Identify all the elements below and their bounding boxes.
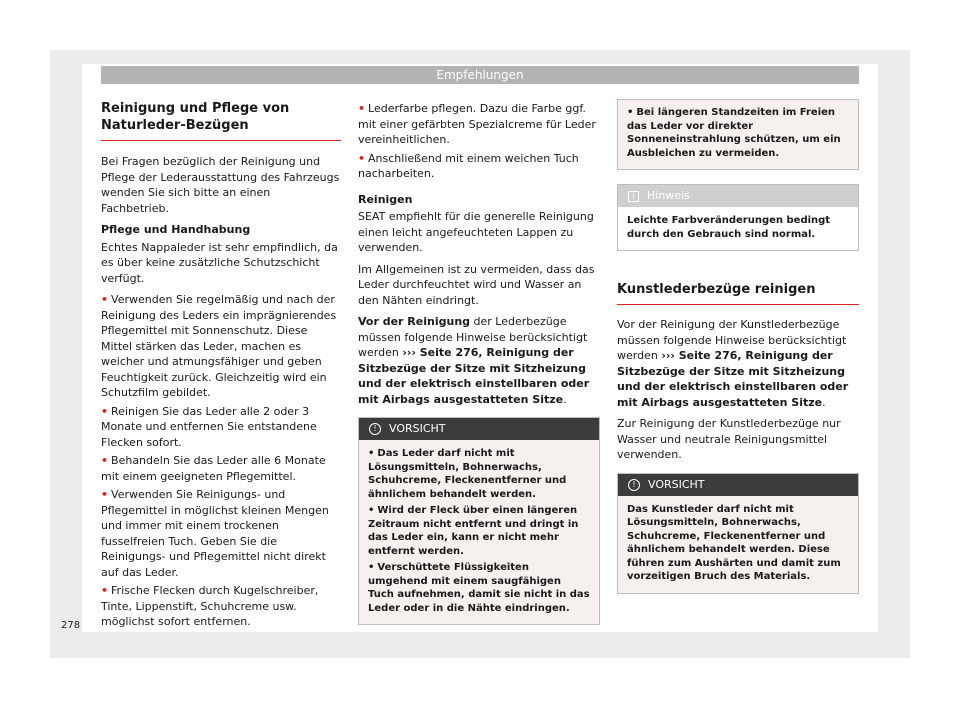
section-header: Empfehlungen bbox=[101, 66, 859, 84]
warning-text: Das Kunstleder darf nicht mit Lösungsmitteln, Bohnerwachs, Schuhcreme, Fleckenentferner und ähnlichem behandelt werden. Diese führen zum Aushärten und damit zum vorzeitigen Bruch des Materials. bbox=[627, 503, 841, 582]
bullet-icon: • bbox=[358, 151, 366, 165]
list-item: • Anschließend mit einem weichen Tuch nacharbeiten. bbox=[358, 151, 579, 180]
list-item: • Wird der Fleck über einen längeren Zeitraum nicht entfernt und dringt in das Leder ein, kann er nicht mehr entfernt werden. bbox=[368, 505, 579, 557]
note-text: Leichte Farbveränderungen bedingt durch den Gebrauch sind normal. bbox=[627, 215, 831, 240]
subheading-pflege: Pflege und Handhabung bbox=[101, 223, 251, 236]
page-reference-link[interactable]: ››› Seite 276, Reinigung der Sitzbezüge der Sitze mit Sitzheizung und der elektrisch einstellbaren oder mit Airbags ausgestatteten Sitze bbox=[358, 346, 590, 406]
list-item: • Reinigen Sie das Leder alle 2 oder 3 Monate und entfernen Sie entstandene Flecken sofort. bbox=[101, 404, 317, 449]
paragraph-kunstleder-hinweise: Vor der Reinigung der Kunstlederbezüge müssen folgende Hinweise berücksichtigt werden ››› Seite 276, Reinigung der Sitzbezüge der Sitze mit Sitzheizung und der elektrisch einstellbaren oder mit Airbags ausgestatteten Sitze. bbox=[617, 318, 849, 409]
note-box bbox=[617, 184, 859, 251]
bullet-icon: • bbox=[101, 404, 109, 418]
warning-box-continued bbox=[617, 99, 859, 170]
list-item: • Verwenden Sie regelmäßig und nach der Reinigung des Leders ein imprägnierendes Pflegemittel mit Sonnenschutz. Diese Mittel stärken das Leder, machen es weicher und atmungsfähiger und geben Feuchtigkeit zurück. Gleichzeitig wird ein Schutzfilm gebildet. bbox=[101, 293, 337, 399]
paragraph-vor-reinigung: Vor der Reinigung der Lederbezüge müssen folgende Hinweise berücksichtigt werden ››› Seite 276, Reinigung der Sitzbezüge der Sitze mit Sitzheizung und der elektrisch einstellbaren oder mit Airbags ausgestatteten Sitze. bbox=[358, 315, 590, 406]
intro-paragraph: Bei Fragen bezüglich der Reinigung und Pflege der Lederausstattung des Fahrzeugs wenden Sie sich bitte an einen Fachbetrieb. bbox=[101, 155, 340, 215]
bullet-icon: • bbox=[101, 293, 109, 306]
section-heading-kunstleder: Kunstlederbezüge reinigen bbox=[617, 281, 859, 305]
note-header: i Hinweis bbox=[618, 185, 858, 207]
column-3 bbox=[617, 99, 859, 594]
bullet-icon: • bbox=[101, 584, 109, 597]
column-1 bbox=[101, 96, 341, 633]
warning-header: ! VORSICHT bbox=[618, 474, 858, 496]
bullet-icon: • bbox=[627, 107, 634, 118]
paragraph-seat: SEAT empfiehlt für die generelle Reinigung einen leicht angefeuchteten Lappen zu verwenden. bbox=[358, 210, 594, 254]
paragraph-nappaleder: Echtes Nappaleder ist sehr empfindlich, da es über keine zusätzliche Schutzschicht verfügt. bbox=[101, 240, 338, 285]
paragraph-allgemeinen: Im Allgemeinen ist zu vermeiden, dass das Leder durchfeuchtet wird und Wasser an den Nähten eindringt. bbox=[358, 262, 595, 307]
paragraph-kunstleder-wasser: Zur Reinigung der Kunstlederbezüge nur Wasser und neutrale Reinigungsmittel verwenden. bbox=[617, 417, 841, 461]
list-item: • Behandeln Sie das Leder alle 6 Monate mit einem geeigneten Pflegemittel. bbox=[101, 454, 326, 483]
list-item: • Verschüttete Flüssigkeiten umgehend mit einem saugfähigen Tuch aufnehmen, damit sie nicht in das Leder oder in die Nähte eindringen. bbox=[368, 562, 590, 614]
warning-header: ! VORSICHT bbox=[359, 418, 599, 440]
list-item: • Das Leder darf nicht mit Lösungsmitteln, Bohnerwachs, Schuhcreme, Fleckenentferner und ähnlichem behandelt werden. bbox=[368, 448, 567, 500]
page-reference-link[interactable]: ››› Seite 276, Reinigung der Sitzbezüge der Sitze mit Sitzheizung und der elektrisch einstellbaren oder mit Airbags ausgestatteten Sitze bbox=[617, 349, 849, 409]
bullet-icon: • bbox=[358, 102, 366, 115]
list-item: • Lederfarbe pflegen. Dazu die Farbe ggf. mit einer gefärbten Spezialcreme für Leder vereinheitlichen. bbox=[358, 102, 596, 146]
bullet-icon: • bbox=[101, 454, 109, 467]
list-item: • Frische Flecken durch Kugelschreiber, Tinte, Lippenstift, Schuhcreme usw. möglichst sofort entfernen. bbox=[101, 584, 319, 628]
page-number: 278 bbox=[61, 620, 81, 631]
warning-icon: ! bbox=[628, 479, 640, 491]
bullet-icon: • bbox=[101, 488, 109, 501]
bullet-icon: • bbox=[368, 448, 375, 459]
subheading-reinigen: Reinigen bbox=[358, 192, 413, 206]
warning-box bbox=[617, 473, 859, 594]
info-icon: i bbox=[628, 191, 639, 202]
column-2 bbox=[358, 101, 600, 625]
bullet-icon: • bbox=[368, 505, 375, 516]
section-heading-naturleder: Reinigung und Pflege von Naturleder-Bezügen bbox=[101, 96, 341, 141]
warning-box bbox=[358, 417, 600, 625]
warning-icon: ! bbox=[369, 423, 381, 435]
bullet-icon: • bbox=[368, 562, 375, 573]
list-item: • Verwenden Sie Reinigungs- und Pflegemittel in möglichst kleinen Mengen und immer mit einem trockenen fusselfreien Tuch. Geben Sie die Reinigungs- und Pflegemittel nicht direkt auf das Leder. bbox=[101, 488, 329, 579]
list-item: • Bei längeren Standzeiten im Freien das Leder vor direkter Sonneneinstrahlung schützen, um ein Ausbleichen zu vermeiden. bbox=[627, 107, 841, 159]
